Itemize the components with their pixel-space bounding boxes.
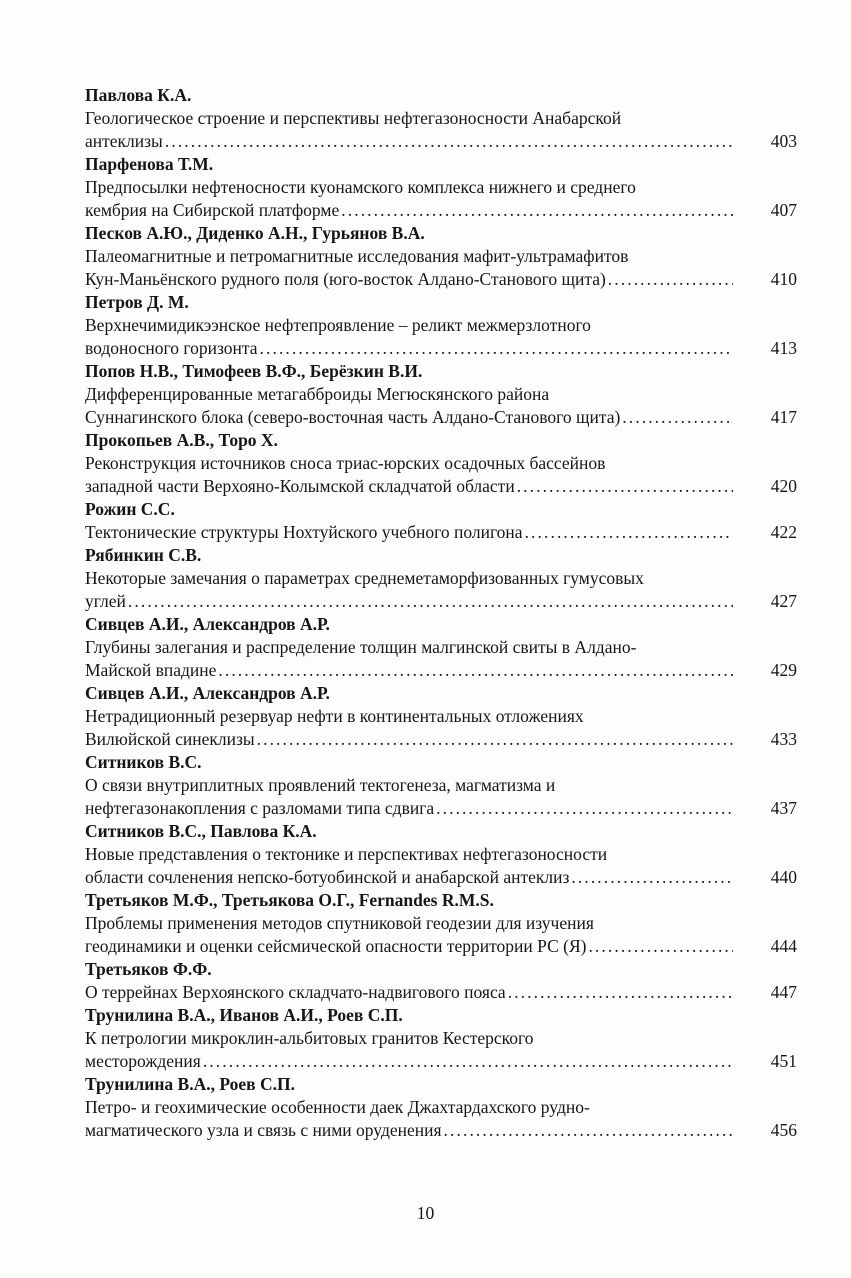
entry-title-last-line [85,728,797,751]
entry-title-last-line [85,268,797,291]
entry-title-text: Кун-Маньёнского рудного поля (юго-восток Алдано-Станового щита) [85,269,606,289]
entry-page-number: 422 [770,522,797,542]
entry-page-number: 403 [770,131,797,151]
entry-page-number: 417 [770,407,797,427]
dot-leader-icon [588,935,733,958]
entry-page-number: 427 [770,591,797,611]
entry-authors: Рожин С.С. [85,499,175,519]
dot-leader-icon [165,130,733,153]
entry-title-line: Дифференцированные метагабброиды Мегюскянского района [85,384,550,404]
entry-page-number: 420 [770,476,797,496]
entry-title-line: Геологическое строение и перспективы нефтегазоносности Анабарской [85,108,622,128]
entry-title-last-line [85,1119,797,1142]
entry-title-text: Тектонические структуры Нохтуйского учебного полигона [85,522,523,542]
entry-title-last-line [85,130,797,153]
toc-entry [85,751,797,820]
entry-title-text: Вилюйской синеклизы [85,729,255,749]
entry-title-text: антеклизы [85,131,163,151]
entry-title-last-line [85,981,797,1004]
entry-title-text: углей [85,591,126,611]
toc-entry [85,498,797,544]
entry-title-last-line [85,590,797,613]
entry-page-number: 433 [770,729,797,749]
toc-entry [85,820,797,889]
entry-authors: Сивцев А.И., Александров А.Р. [85,614,330,634]
toc-entry [85,613,797,682]
dot-leader-icon [257,728,733,751]
entry-authors: Парфенова Т.М. [85,154,214,174]
entry-title-line: Глубины залегания и распределение толщин малгинской свиты в Алдано- [85,637,637,657]
entry-page-number: 451 [770,1051,797,1071]
entry-title-line: Палеомагнитные и петромагнитные исследования мафит-ультрамафитов [85,246,629,266]
entry-title-line: Петро- и геохимические особенности даек Джахтардахского рудно- [85,1097,590,1117]
toc-entry [85,958,797,1004]
dot-leader-icon [517,475,733,498]
entry-authors: Третьяков Ф.Ф. [85,959,212,979]
entry-title-text: магматического узла и связь с ними оруденения [85,1120,442,1140]
dot-leader-icon [508,981,733,1004]
entry-title-last-line [85,406,797,429]
toc-entry [85,1004,797,1073]
dot-leader-icon [341,199,733,222]
entry-title-last-line [85,337,797,360]
dot-leader-icon [608,268,733,291]
entry-title-text: Майской впадине [85,660,217,680]
entry-title-text: О террейнах Верхоянского складчато-надвигового пояса [85,982,506,1002]
entry-title-line: Проблемы применения методов спутниковой геодезии для изучения [85,913,594,933]
entry-authors: Рябинкин С.В. [85,545,202,565]
entry-authors: Прокопьев А.В., Торо Х. [85,430,278,450]
entry-page-number: 444 [770,936,797,956]
entry-title-text: Суннагинского блока (северо-восточная часть Алдано-Станового щита) [85,407,621,427]
toc-entry [85,544,797,613]
entry-title-line: Верхнечимидикээнское нефтепроявление – реликт межмерзлотного [85,315,591,335]
entry-authors: Трунилина В.А., Иванов А.И., Роев С.П. [85,1005,403,1025]
dot-leader-icon [571,866,733,889]
entry-title-last-line [85,797,797,820]
entry-authors: Ситников В.С. [85,752,202,772]
toc-entry [85,682,797,751]
entry-title-text: геодинамики и оценки сейсмической опасности территории РС (Я) [85,936,587,956]
dot-leader-icon [525,521,733,544]
entry-page-number: 407 [770,200,797,220]
entry-title-line: О связи внутриплитных проявлений тектогенеза, магматизма и [85,775,556,795]
entry-authors: Песков А.Ю., Диденко А.Н., Гурьянов В.А. [85,223,425,243]
entry-authors: Сивцев А.И., Александров А.Р. [85,683,330,703]
entry-authors: Ситников В.С., Павлова К.А. [85,821,317,841]
entry-title-text: водоносного горизонта [85,338,258,358]
toc-entry [85,360,797,429]
entry-authors: Павлова К.А. [85,85,192,105]
toc-entry [85,84,797,153]
page-number: 10 [416,1203,435,1223]
entry-page-number: 456 [770,1120,797,1140]
entry-title-last-line [85,866,797,889]
toc-entry [85,291,797,360]
entry-authors: Третьяков М.Ф., Третьякова О.Г., Fernandes R.M.S. [85,890,494,910]
entry-title-last-line [85,1050,797,1073]
toc-entry [85,1073,797,1142]
entry-title-line: Реконструкция источников сноса триас-юрских осадочных бассейнов [85,453,606,473]
entry-page-number: 437 [770,798,797,818]
entry-page-number: 447 [770,982,797,1002]
entry-title-line: Некоторые замечания о параметрах среднеметаморфизованных гумусовых [85,568,644,588]
dot-leader-icon [128,590,733,613]
page-footer [0,1202,851,1225]
entry-title-last-line [85,475,797,498]
entry-page-number: 410 [770,269,797,289]
dot-leader-icon [622,406,733,429]
entry-title-text: области сочленения непско-ботуобинской и анабарской антеклиз [85,867,570,887]
toc-list [85,84,797,1142]
entry-title-line: Предпосылки нефтеносности куонамского комплекса нижнего и среднего [85,177,636,197]
entry-page-number: 440 [770,867,797,887]
entry-page-number: 429 [770,660,797,680]
dot-leader-icon [436,797,733,820]
dot-leader-icon [203,1050,733,1073]
dot-leader-icon [444,1119,733,1142]
entry-title-last-line [85,521,797,544]
entry-title-text: западной части Верхояно-Колымской складчатой области [85,476,515,496]
entry-title-line: К петрологии микроклин-альбитовых гранитов Кестерского [85,1028,534,1048]
entry-authors: Петров Д. М. [85,292,189,312]
entry-title-last-line [85,659,797,682]
entry-title-text: нефтегазонакопления с разломами типа сдвига [85,798,435,818]
entry-title-last-line [85,199,797,222]
entry-page-number: 413 [770,338,797,358]
toc-entry [85,889,797,958]
entry-title-last-line [85,935,797,958]
entry-title-text: месторождения [85,1051,201,1071]
entry-authors: Трунилина В.А., Роев С.П. [85,1074,295,1094]
entry-authors: Попов Н.В., Тимофеев В.Ф., Берёзкин В.И. [85,361,423,381]
entry-title-text: кембрия на Сибирской платформе [85,200,340,220]
toc-entry [85,153,797,222]
toc-entry [85,222,797,291]
dot-leader-icon [218,659,733,682]
entry-title-line: Новые представления о тектонике и перспективах нефтегазоносности [85,844,608,864]
entry-title-line: Нетрадиционный резервуар нефти в континентальных отложениях [85,706,584,726]
toc-entry [85,429,797,498]
dot-leader-icon [260,337,733,360]
